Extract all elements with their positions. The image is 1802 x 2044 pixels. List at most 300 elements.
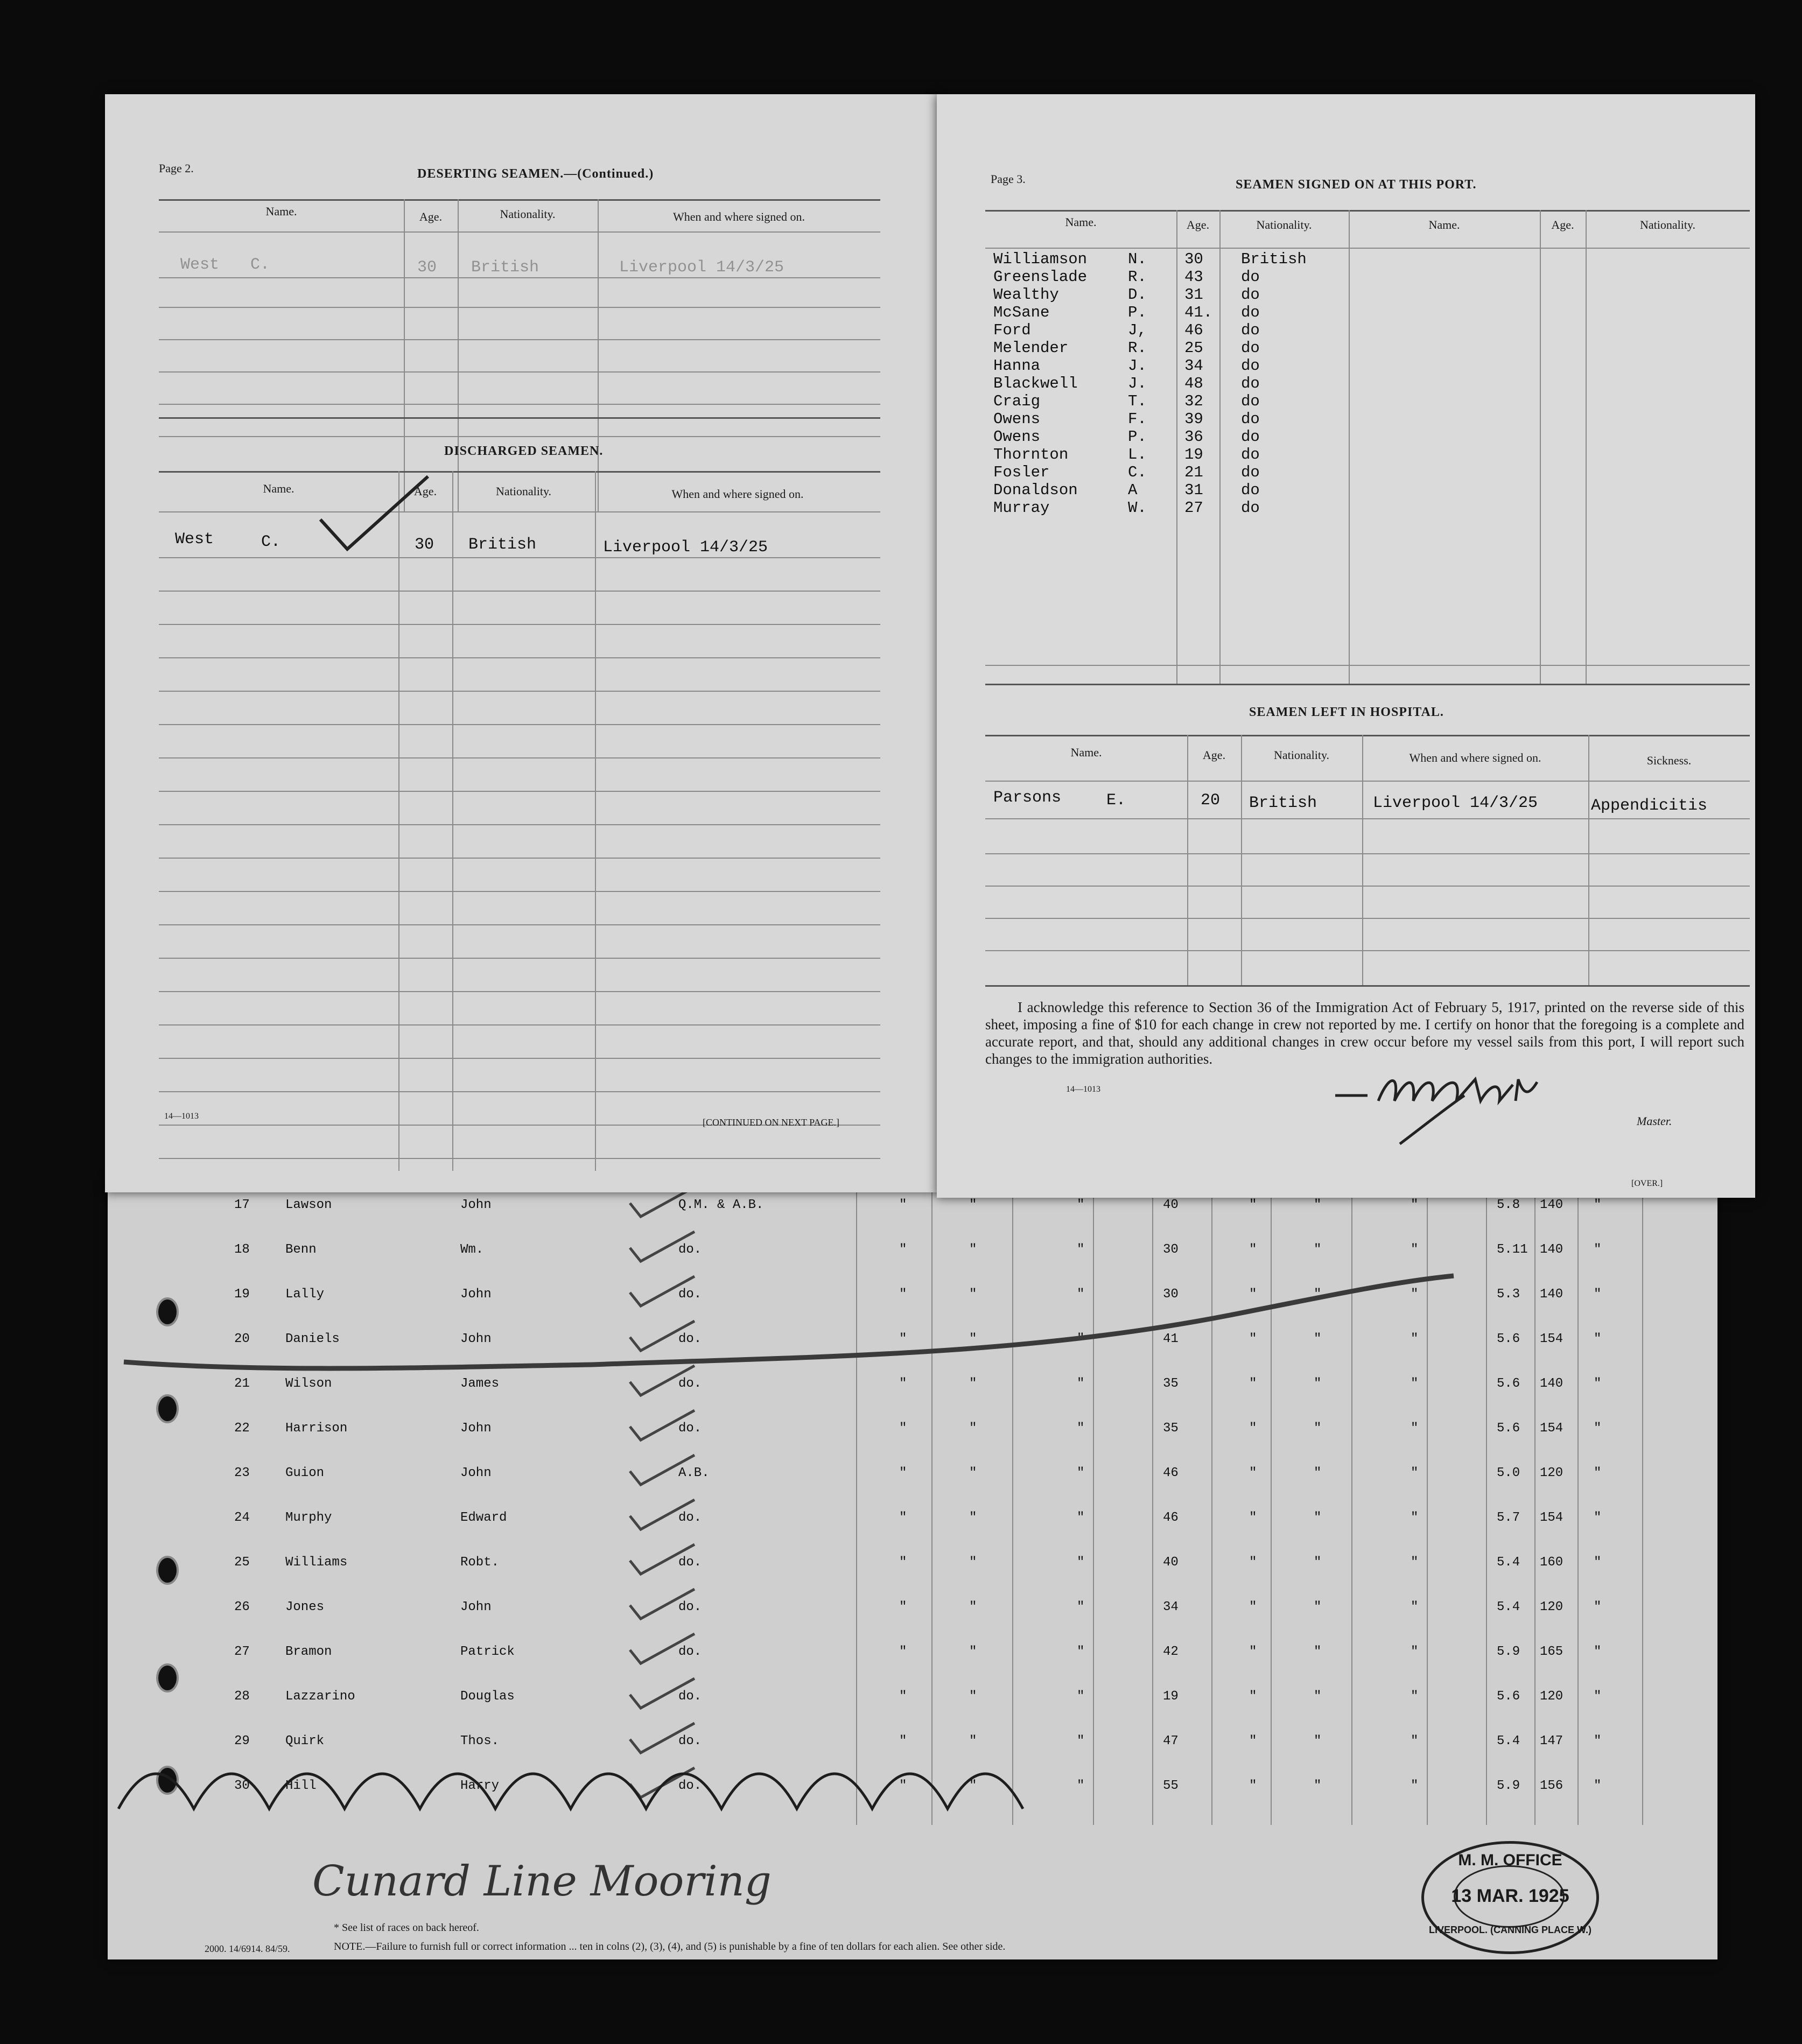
crew-height: 5.9 <box>1497 1645 1520 1659</box>
crew-rating: do. <box>678 1511 702 1525</box>
signed-on-nationality: do <box>1241 375 1260 392</box>
crew-surname: Lally <box>285 1287 325 1302</box>
ditto-mark: " <box>969 1600 977 1614</box>
col-header-name: Name. <box>265 205 297 218</box>
crew-no: 20 <box>234 1332 250 1346</box>
signed-on-initial: A <box>1128 481 1138 499</box>
signed-on-initial: F. <box>1128 410 1147 428</box>
col-header-nationality: Nationality. <box>1256 218 1312 231</box>
signed-on-age: 19 <box>1184 446 1203 463</box>
ditto-mark: " <box>1314 1511 1322 1525</box>
discharged-age: 30 <box>415 536 434 554</box>
crew-height: 5.4 <box>1497 1734 1520 1748</box>
crew-no: 17 <box>234 1198 250 1212</box>
signed-on-initial: J. <box>1128 357 1147 375</box>
crew-age: 35 <box>1163 1376 1179 1391</box>
crew-age: 46 <box>1163 1466 1179 1480</box>
ditto-mark: " <box>1594 1689 1602 1704</box>
ditto-mark: " <box>969 1734 977 1748</box>
crew-age: 46 <box>1163 1511 1179 1525</box>
ditto-mark: " <box>1249 1198 1257 1212</box>
crew-rating: do. <box>678 1779 702 1793</box>
signed-on-age: 31 <box>1184 481 1203 499</box>
ditto-mark: " <box>1594 1600 1602 1614</box>
col-header-age: Age. <box>419 210 443 223</box>
signed-on-initial: J. <box>1128 375 1147 392</box>
crew-surname: Quirk <box>285 1734 325 1748</box>
crew-weight: 120 <box>1540 1689 1563 1704</box>
crew-rating: do. <box>678 1645 702 1659</box>
signed-on-name: McSane <box>993 304 1050 321</box>
crew-given-name: Harry <box>460 1779 500 1793</box>
ditto-mark: " <box>969 1511 977 1525</box>
crew-surname: Benn <box>285 1242 317 1257</box>
signed-on-initial: P. <box>1128 428 1147 446</box>
ditto-mark: " <box>1314 1689 1322 1704</box>
crew-height: 5.6 <box>1497 1376 1520 1391</box>
crew-given-name: Douglas <box>460 1689 515 1704</box>
footnote-races: * See list of races on back hereof. <box>334 1922 479 1934</box>
handwritten-note: Cunard Line Mooring <box>312 1857 772 1906</box>
discharged-nationality: British <box>468 536 537 554</box>
signed-on-name: Fosler <box>993 463 1050 481</box>
ditto-mark: " <box>899 1198 907 1212</box>
stamp-date: 13 MAR. 1925 <box>1451 1886 1569 1906</box>
ditto-mark: " <box>969 1287 977 1302</box>
crew-age: 40 <box>1163 1555 1179 1570</box>
crew-rating: do. <box>678 1287 702 1302</box>
ditto-mark: " <box>1249 1779 1257 1793</box>
col-header-name: Name. <box>263 482 295 495</box>
crew-weight: 140 <box>1540 1242 1563 1257</box>
crew-no: 19 <box>234 1287 250 1302</box>
ditto-mark: " <box>1077 1332 1085 1346</box>
signed-on-age: 21 <box>1184 463 1203 481</box>
ditto-mark: " <box>899 1466 907 1480</box>
deserting-name: West <box>180 256 220 274</box>
signed-on-initial: D. <box>1128 286 1147 304</box>
signed-on-initial: C. <box>1128 463 1147 481</box>
signed-on-name: Craig <box>993 392 1041 410</box>
ditto-mark: " <box>1249 1511 1257 1525</box>
right-page <box>937 94 1755 1198</box>
crew-age: 41 <box>1163 1332 1179 1346</box>
crew-age: 55 <box>1163 1779 1179 1793</box>
crew-given-name: Patrick <box>460 1645 515 1659</box>
col-header-signed-on: When and where signed on. <box>1409 751 1541 764</box>
ditto-mark: " <box>969 1555 977 1570</box>
ditto-mark: " <box>899 1421 907 1436</box>
crew-given-name: John <box>460 1466 492 1480</box>
crew-weight: 154 <box>1540 1511 1563 1525</box>
crew-no: 18 <box>234 1242 250 1257</box>
signed-on-nationality: do <box>1241 339 1260 357</box>
ditto-mark: " <box>969 1779 977 1793</box>
signed-on-age: 25 <box>1184 339 1203 357</box>
crew-no: 21 <box>234 1376 250 1391</box>
signed-on-nationality: do <box>1241 463 1260 481</box>
ditto-mark: " <box>1077 1689 1085 1704</box>
ditto-mark: " <box>1411 1242 1419 1257</box>
ditto-mark: " <box>1411 1466 1419 1480</box>
ditto-mark: " <box>1594 1287 1602 1302</box>
col-header-sickness: Sickness. <box>1646 754 1692 767</box>
master-signature <box>1324 1063 1594 1160</box>
master-label: Master. <box>1637 1114 1672 1128</box>
over-label: [OVER.] <box>1631 1179 1663 1188</box>
crew-rating: do. <box>678 1600 702 1614</box>
ditto-mark: " <box>1314 1779 1322 1793</box>
col-header-name-2: Name. <box>1428 218 1460 231</box>
crew-surname: Murphy <box>285 1511 332 1525</box>
signed-on-age: 36 <box>1184 428 1203 446</box>
crew-rating: do. <box>678 1734 702 1748</box>
signed-on-nationality: do <box>1241 304 1260 321</box>
ditto-mark: " <box>1314 1376 1322 1391</box>
signed-on-nationality: do <box>1241 286 1260 304</box>
signed-on-name: Blackwell <box>993 375 1078 392</box>
crew-surname: Wilson <box>285 1376 332 1391</box>
crew-no: 22 <box>234 1421 250 1436</box>
ditto-mark: " <box>969 1689 977 1704</box>
page-label: Page 2. <box>159 161 194 175</box>
ditto-mark: " <box>1249 1600 1257 1614</box>
ditto-mark: " <box>1077 1376 1085 1391</box>
crew-age: 30 <box>1163 1287 1179 1302</box>
ditto-mark: " <box>1314 1555 1322 1570</box>
signed-on-name: Thornton <box>993 446 1069 463</box>
stamp-line3: LIVERPOOL. (CANNING PLACE W.) <box>1428 1924 1591 1935</box>
crew-age: 30 <box>1163 1242 1179 1257</box>
ditto-mark: " <box>1411 1645 1419 1659</box>
col-header-age: Age. <box>413 484 437 498</box>
crew-rating: do. <box>678 1421 702 1436</box>
crew-no: 26 <box>234 1600 250 1614</box>
ditto-mark: " <box>1249 1376 1257 1391</box>
crew-rating: A.B. <box>678 1466 710 1480</box>
crew-given-name: John <box>460 1198 492 1212</box>
col-header-nationality-2: Nationality. <box>1639 218 1696 231</box>
deserting-nationality: British <box>471 258 539 277</box>
hospital-age: 20 <box>1201 791 1221 810</box>
ditto-mark: " <box>1077 1242 1085 1257</box>
col-header-signed-on: When and where signed on. <box>673 210 805 223</box>
col-header-age: Age. <box>1186 218 1210 231</box>
crew-rating: do. <box>678 1376 702 1391</box>
continued-label: [CONTINUED ON NEXT PAGE.] <box>703 1117 839 1128</box>
deserting-signed-on: Liverpool 14/3/25 <box>619 258 784 277</box>
ditto-mark: " <box>899 1689 907 1704</box>
ditto-mark: " <box>1411 1689 1419 1704</box>
discharged-signed-on: Liverpool 14/3/25 <box>603 538 768 557</box>
ditto-mark: " <box>969 1466 977 1480</box>
signed-on-initial: L. <box>1128 446 1147 463</box>
crew-surname: Hill <box>285 1779 317 1793</box>
signed-on-initial: R. <box>1128 339 1147 357</box>
form-footer: 2000. 14/6914. 84/59. <box>205 1943 290 1954</box>
ditto-mark: " <box>1594 1332 1602 1346</box>
ditto-mark: " <box>1411 1198 1419 1212</box>
section-title-hospital: SEAMEN LEFT IN HOSPITAL. <box>1249 705 1444 719</box>
signed-on-nationality: do <box>1241 268 1260 286</box>
crew-no: 24 <box>234 1511 250 1525</box>
crew-age: 40 <box>1163 1198 1179 1212</box>
signed-on-name: Greenslade <box>993 268 1088 286</box>
deserting-age: 30 <box>417 258 437 277</box>
ditto-mark: " <box>1249 1645 1257 1659</box>
ditto-mark: " <box>899 1332 907 1346</box>
crew-rating: do. <box>678 1242 702 1257</box>
crew-weight: 120 <box>1540 1600 1563 1614</box>
crew-weight: 120 <box>1540 1466 1563 1480</box>
ditto-mark: " <box>1594 1645 1602 1659</box>
left-page <box>105 94 937 1192</box>
signed-on-nationality: do <box>1241 428 1260 446</box>
crew-list-sheet <box>108 1179 1717 1959</box>
crew-given-name: Edward <box>460 1511 507 1525</box>
ditto-mark: " <box>899 1287 907 1302</box>
col-header-nationality: Nationality. <box>500 207 556 221</box>
ditto-mark: " <box>1249 1555 1257 1570</box>
stamp-line1: M. M. OFFICE <box>1458 1851 1562 1869</box>
ditto-mark: " <box>1594 1421 1602 1436</box>
signed-on-age: 31 <box>1184 286 1203 304</box>
ditto-mark: " <box>1249 1242 1257 1257</box>
ditto-mark: " <box>1314 1198 1322 1212</box>
signed-on-age: 48 <box>1184 375 1203 392</box>
crew-surname: Guion <box>285 1466 325 1480</box>
crew-weight: 154 <box>1540 1332 1563 1346</box>
crew-given-name: Robt. <box>460 1555 500 1570</box>
ditto-mark: " <box>1077 1555 1085 1570</box>
ditto-mark: " <box>899 1555 907 1570</box>
ditto-mark: " <box>1594 1242 1602 1257</box>
ditto-mark: " <box>1411 1376 1419 1391</box>
crew-age: 35 <box>1163 1421 1179 1436</box>
ditto-mark: " <box>1314 1734 1322 1748</box>
page-label: Page 3. <box>991 172 1026 186</box>
col-header-age: Age. <box>1202 748 1226 762</box>
ditto-mark: " <box>899 1376 907 1391</box>
mm-office-stamp <box>1421 1841 1599 1954</box>
crew-no: 25 <box>234 1555 250 1570</box>
crew-weight: 160 <box>1540 1555 1563 1570</box>
signed-on-nationality: do <box>1241 321 1260 339</box>
crew-no: 28 <box>234 1689 250 1704</box>
crew-height: 5.0 <box>1497 1466 1520 1480</box>
ditto-mark: " <box>1077 1600 1085 1614</box>
signed-on-age: 43 <box>1184 268 1203 286</box>
ditto-mark: " <box>1314 1466 1322 1480</box>
ditto-mark: " <box>1314 1332 1322 1346</box>
crew-rating: do. <box>678 1332 702 1346</box>
ditto-mark: " <box>1411 1287 1419 1302</box>
col-header-name: Name. <box>1065 215 1097 229</box>
ditto-mark: " <box>1411 1734 1419 1748</box>
ditto-mark: " <box>1594 1734 1602 1748</box>
signed-on-nationality: British <box>1241 250 1307 268</box>
crew-age: 42 <box>1163 1645 1179 1659</box>
acknowledgement-text: I acknowledge this reference to Section 36 of the Immigration Act of February 5, 1917, printed on the reverse side of this sheet, imposing a fine of $10 for each change in crew not reported by me. I certify on honor that the foregoing is a complete and accurate report, and that, should any additional changes in crew occur before my vessel sails from this port, I will report such changes to the immigration authorities. <box>985 999 1744 1067</box>
ditto-mark: " <box>969 1376 977 1391</box>
ditto-mark: " <box>969 1242 977 1257</box>
signed-on-nationality: do <box>1241 499 1260 517</box>
crew-weight: 165 <box>1540 1645 1563 1659</box>
signed-on-name: Wealthy <box>993 286 1059 304</box>
section-title-discharged: DISCHARGED SEAMEN. <box>444 444 604 458</box>
crew-given-name: Wm. <box>460 1242 484 1257</box>
hospital-sickness: Appendicitis <box>1591 797 1708 815</box>
form-number: 14—1013 <box>1066 1085 1100 1094</box>
ditto-mark: " <box>899 1511 907 1525</box>
ditto-mark: " <box>1594 1198 1602 1212</box>
ditto-mark: " <box>1077 1421 1085 1436</box>
crew-rating: do. <box>678 1555 702 1570</box>
ditto-mark: " <box>1314 1645 1322 1659</box>
col-header-name: Name. <box>1070 746 1102 759</box>
crew-no: 23 <box>234 1466 250 1480</box>
ditto-mark: " <box>899 1600 907 1614</box>
ditto-mark: " <box>1594 1779 1602 1793</box>
signed-on-age: 30 <box>1184 250 1203 268</box>
discharged-name: West <box>175 530 214 549</box>
ditto-mark: " <box>1314 1600 1322 1614</box>
col-header-nationality: Nationality. <box>1273 748 1330 762</box>
ditto-mark: " <box>899 1779 907 1793</box>
ditto-mark: " <box>1411 1421 1419 1436</box>
ditto-mark: " <box>1077 1734 1085 1748</box>
signed-on-name: Owens <box>993 410 1041 428</box>
col-header-signed-on: When and where signed on. <box>671 487 804 501</box>
ditto-mark: " <box>1411 1600 1419 1614</box>
discharged-initial: C. <box>261 533 281 551</box>
ditto-mark: " <box>1249 1689 1257 1704</box>
ditto-mark: " <box>1411 1332 1419 1346</box>
ditto-mark: " <box>1314 1242 1322 1257</box>
ditto-mark: " <box>1594 1376 1602 1391</box>
signed-on-age: 27 <box>1184 499 1203 517</box>
crew-surname: Harrison <box>285 1421 348 1436</box>
signed-on-name: Ford <box>993 321 1031 339</box>
ditto-mark: " <box>969 1421 977 1436</box>
crew-height: 5.11 <box>1497 1242 1528 1257</box>
crew-surname: Lazzarino <box>285 1689 355 1704</box>
ditto-mark: " <box>1077 1466 1085 1480</box>
crew-given-name: John <box>460 1332 492 1346</box>
hospital-signed-on: Liverpool 14/3/25 <box>1373 794 1538 812</box>
crew-given-name: Thos. <box>460 1734 500 1748</box>
deserting-initial: C. <box>250 256 270 274</box>
crew-no: 30 <box>234 1779 250 1793</box>
signed-on-name: Donaldson <box>993 481 1078 499</box>
crew-weight: 156 <box>1540 1779 1563 1793</box>
signed-on-name: Hanna <box>993 357 1041 375</box>
crew-height: 5.6 <box>1497 1689 1520 1704</box>
ditto-mark: " <box>899 1242 907 1257</box>
signed-on-age: 32 <box>1184 392 1203 410</box>
signed-on-name: Williamson <box>993 250 1088 268</box>
crew-weight: 154 <box>1540 1421 1563 1436</box>
signed-on-nationality: do <box>1241 410 1260 428</box>
crew-given-name: John <box>460 1421 492 1436</box>
crew-age: 47 <box>1163 1734 1179 1748</box>
crew-surname: Jones <box>285 1600 325 1614</box>
ditto-mark: " <box>969 1198 977 1212</box>
signed-on-initial: P. <box>1128 304 1147 321</box>
crew-height: 5.9 <box>1497 1779 1520 1793</box>
signed-on-nationality: do <box>1241 357 1260 375</box>
crew-weight: 140 <box>1540 1198 1563 1212</box>
crew-age: 34 <box>1163 1600 1179 1614</box>
signed-on-initial: T. <box>1128 392 1147 410</box>
signed-on-name: Murray <box>993 499 1050 517</box>
crew-height: 5.6 <box>1497 1421 1520 1436</box>
ditto-mark: " <box>1314 1421 1322 1436</box>
crew-surname: Lawson <box>285 1198 332 1212</box>
crew-rating: do. <box>678 1689 702 1704</box>
signed-on-nationality: do <box>1241 481 1260 499</box>
col-header-nationality: Nationality. <box>495 484 552 498</box>
ditto-mark: " <box>899 1734 907 1748</box>
crew-surname: Bramon <box>285 1645 332 1659</box>
crew-height: 5.4 <box>1497 1555 1520 1570</box>
ditto-mark: " <box>1411 1511 1419 1525</box>
hospital-name: Parsons <box>993 789 1062 807</box>
signed-on-nationality: do <box>1241 446 1260 463</box>
crew-height: 5.6 <box>1497 1332 1520 1346</box>
signed-on-name: Owens <box>993 428 1041 446</box>
crew-given-name: John <box>460 1287 492 1302</box>
crew-weight: 140 <box>1540 1287 1563 1302</box>
ditto-mark: " <box>1249 1421 1257 1436</box>
ditto-mark: " <box>899 1645 907 1659</box>
col-header-age-2: Age. <box>1551 218 1574 231</box>
ditto-mark: " <box>1249 1287 1257 1302</box>
signed-on-initial: J, <box>1128 321 1147 339</box>
torn-paper-line <box>108 1179 1717 1959</box>
signed-on-age: 41. <box>1184 304 1213 321</box>
hospital-initial: E. <box>1106 791 1126 810</box>
crew-no: 27 <box>234 1645 250 1659</box>
ditto-mark: " <box>1249 1332 1257 1346</box>
section-title-signed-on: SEAMEN SIGNED ON AT THIS PORT. <box>1236 178 1477 192</box>
crew-weight: 147 <box>1540 1734 1563 1748</box>
signed-on-nationality: do <box>1241 392 1260 410</box>
ditto-mark: " <box>1314 1287 1322 1302</box>
ditto-mark: " <box>1077 1779 1085 1793</box>
signed-on-initial: W. <box>1128 499 1147 517</box>
form-number: 14—1013 <box>164 1112 199 1121</box>
crew-given-name: John <box>460 1600 492 1614</box>
footnote-note: NOTE.—Failure to furnish full or correct information ... ten in colns (2), (3), (4), and (5) is punishable by a fine of ten dollars for each alien. See other side. <box>334 1941 1006 1952</box>
ditto-mark: " <box>1077 1511 1085 1525</box>
ditto-mark: " <box>1594 1511 1602 1525</box>
ditto-mark: " <box>1077 1645 1085 1659</box>
ditto-mark: " <box>1594 1466 1602 1480</box>
crew-no: 29 <box>234 1734 250 1748</box>
ditto-mark: " <box>1249 1466 1257 1480</box>
crew-age: 19 <box>1163 1689 1179 1704</box>
ditto-mark: " <box>1077 1287 1085 1302</box>
signed-on-age: 34 <box>1184 357 1203 375</box>
crew-rating: Q.M. & A.B. <box>678 1198 764 1212</box>
crew-surname: Williams <box>285 1555 348 1570</box>
crew-height: 5.8 <box>1497 1198 1520 1212</box>
ditto-mark: " <box>969 1645 977 1659</box>
signed-on-name: Melender <box>993 339 1069 357</box>
crew-given-name: James <box>460 1376 500 1391</box>
section-title-deserting: DESERTING SEAMEN.—(Continued.) <box>417 167 654 181</box>
